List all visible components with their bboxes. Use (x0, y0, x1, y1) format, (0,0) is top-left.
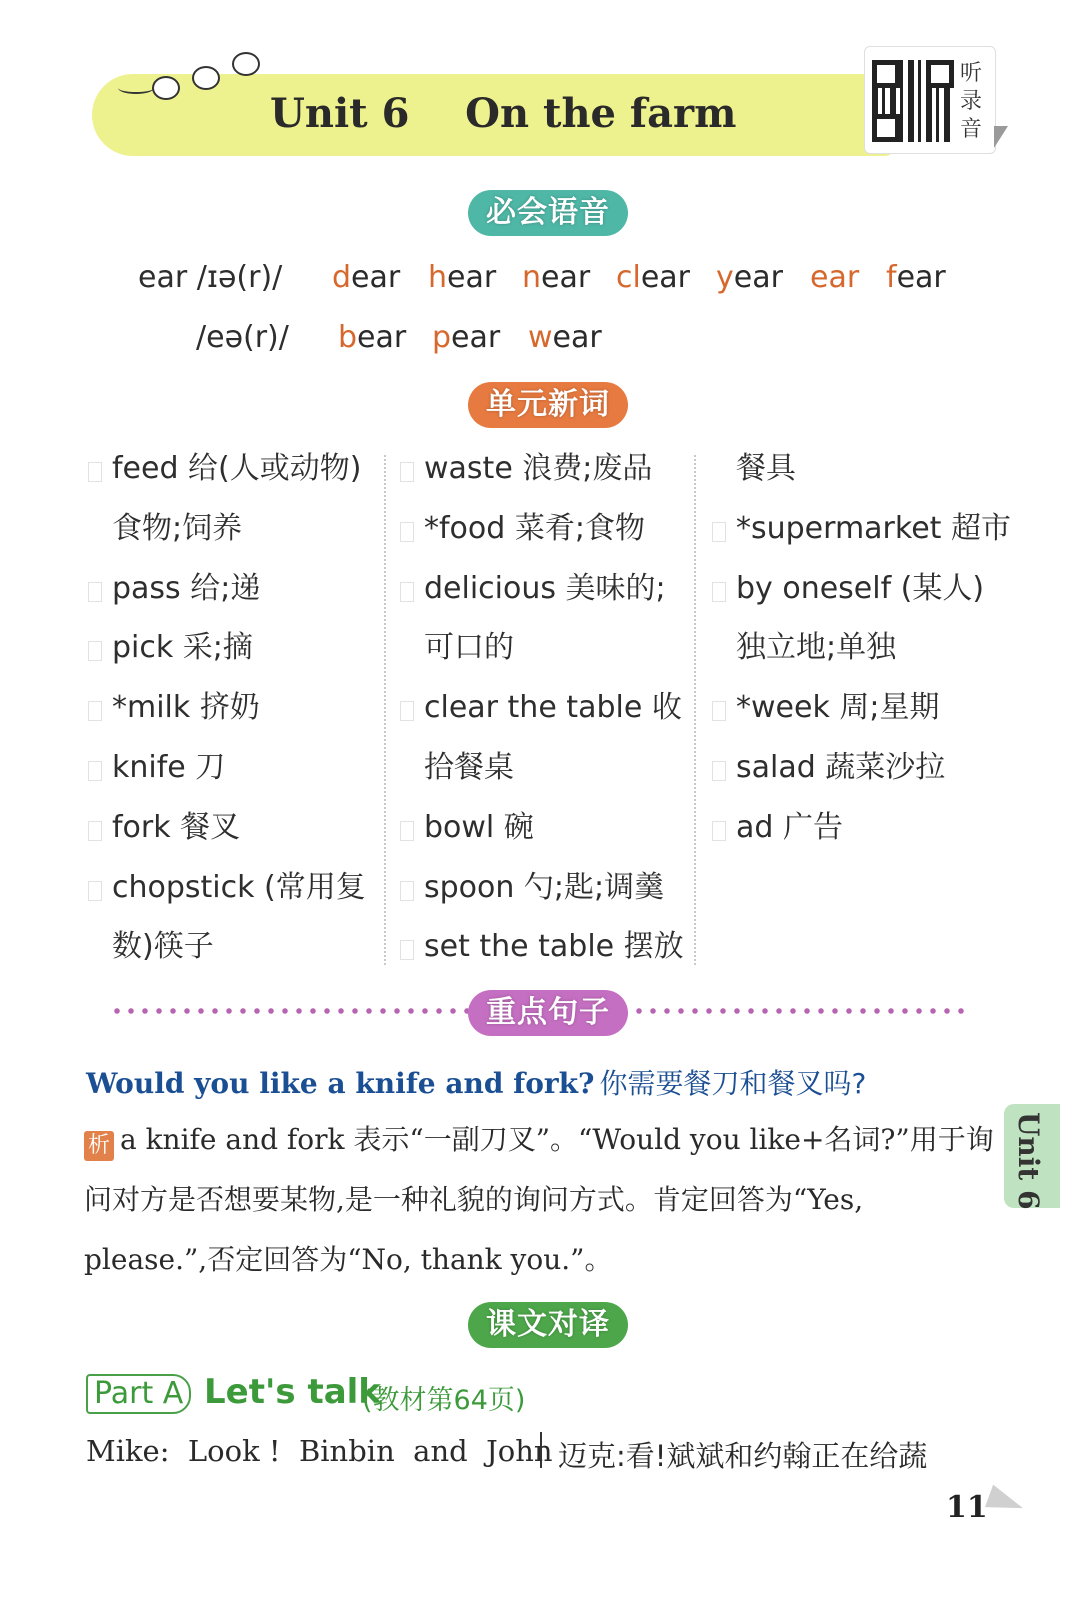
vocab-line: set the table 摆放 (424, 929, 684, 965)
vocab-line: spoon 勺;匙;调羹 (424, 869, 665, 905)
vocab-line: delicious 美味的; (424, 570, 666, 606)
vocab-checkbox[interactable] (88, 582, 102, 602)
vocab-line: 可口的 (424, 630, 514, 666)
chick-icon (152, 76, 180, 100)
unit-side-tab-label: Unit 6 (1012, 1112, 1045, 1210)
vocab-checkbox[interactable] (400, 881, 414, 901)
analysis-line: 问对方是否想要某物,是一种礼貌的询问方式。肯定回答为“Yes, (84, 1183, 864, 1216)
vocab-line: waste 浪费;废品 (424, 451, 653, 486)
translation-heading: 课文对译 (468, 1302, 628, 1348)
vocab-checkbox[interactable] (712, 582, 726, 602)
vocab-checkbox[interactable] (712, 522, 726, 542)
dotted-rule (632, 1008, 972, 1014)
vocab-checkbox[interactable] (400, 701, 414, 721)
key-sentence (86, 1062, 866, 1102)
vocab-checkbox[interactable] (88, 641, 102, 661)
phonics-word: fear (886, 260, 946, 295)
phonics-heading: 必会语音 (468, 190, 628, 236)
vocab-checkbox[interactable] (712, 821, 726, 841)
analysis-paragraph (84, 1110, 994, 1290)
vocab-line: 餐具 (736, 451, 796, 486)
key-sentence-en: Would you like a knife and fork? (86, 1067, 595, 1100)
qr-finder (872, 114, 900, 142)
vocab-line: chopstick (常用复 (112, 869, 366, 905)
chick-icon (232, 52, 260, 76)
vocab-heading: 单元新词 (468, 382, 628, 428)
phonics-symbol: ear /ɪə(r)/ (138, 260, 283, 295)
vocab-line: 独立地;单独 (736, 630, 897, 666)
phonics-word: ear (810, 260, 860, 295)
analysis-line: please.”,否定回答为“No, thank you.”。 (84, 1243, 613, 1276)
section-ref: (教材第64页) (362, 1385, 526, 1416)
vocab-checkbox[interactable] (88, 881, 102, 901)
vocab-checkbox[interactable] (400, 582, 414, 602)
vocab-line: by oneself (某人) (736, 570, 985, 606)
vocab-line: *food 菜肴;食物 (424, 510, 645, 546)
dialog-english: Mike: Look ! Binbin and John (86, 1434, 553, 1468)
key-sentence-zh: 你需要餐刀和餐叉吗? (599, 1067, 867, 1100)
vocab-checkbox[interactable] (712, 701, 726, 721)
phonics-word: dear (332, 260, 401, 295)
vocab-line: pick 采;摘 (112, 630, 253, 666)
dotted-rule (110, 1008, 470, 1014)
phonics-symbol: /eə(r)/ (196, 320, 289, 355)
vocab-line: ad 广告 (736, 809, 843, 845)
vocab-line: *milk 挤奶 (112, 690, 260, 726)
listen-label: 听录音 (960, 61, 983, 142)
vocab-checkbox[interactable] (88, 701, 102, 721)
vocab-line: *supermarket 超市 (736, 510, 1011, 546)
part-label: Part A (86, 1374, 191, 1414)
vocab-line: clear the table 收 (424, 690, 682, 726)
phonics-word: near (522, 260, 591, 295)
vocab-checkbox[interactable] (400, 462, 414, 482)
phonics-word: hear (428, 260, 497, 295)
vocab-line: pass 给;递 (112, 570, 261, 606)
vocab-checkbox[interactable] (400, 940, 414, 960)
vocab-checkbox[interactable] (88, 821, 102, 841)
column-divider (694, 455, 696, 965)
paper-plane-icon (985, 1485, 1027, 1520)
phonics-word: wear (528, 320, 602, 355)
vocab-checkbox[interactable] (712, 761, 726, 781)
phonics-word: pear (432, 320, 501, 355)
analysis-tag: 析 (84, 1131, 114, 1161)
vocab-line: salad 蔬菜沙拉 (736, 750, 946, 785)
chick-icon (192, 66, 220, 90)
vocab-checkbox[interactable] (88, 761, 102, 781)
vocab-line: *week 周;星期 (736, 690, 940, 726)
phonics-word: clear (616, 260, 691, 295)
vocab-line: knife 刀 (112, 750, 226, 785)
section-title: Let's talk (204, 1372, 381, 1412)
dialog-chinese: 迈克:看!斌斌和约翰正在给蔬 (558, 1439, 928, 1473)
decoration-squiggle (118, 82, 154, 94)
vocab-line: 食物;饲养 (112, 510, 243, 546)
vocab-line: 拾餐桌 (424, 750, 514, 785)
vocab-checkbox[interactable] (400, 821, 414, 841)
dialog-divider (540, 1432, 542, 1468)
page-corner-icon (994, 126, 1008, 148)
vocab-checkbox[interactable] (88, 462, 102, 482)
vocab-line: feed 给(人或动物) (112, 451, 362, 486)
unit-title: Unit 6 On the farm (270, 90, 737, 137)
page-number: 11 (946, 1490, 988, 1525)
phonics-word: bear (338, 320, 407, 355)
vocab-line: 数)筷子 (112, 929, 214, 965)
column-divider (384, 455, 386, 965)
vocab-checkbox[interactable] (400, 522, 414, 542)
vocab-line: fork 餐叉 (112, 809, 241, 845)
phonics-word: year (716, 260, 783, 295)
vocab-line: bowl 碗 (424, 809, 534, 845)
key-sentence-heading: 重点句子 (468, 990, 628, 1036)
analysis-line: 析 a knife and fork 表示“一副刀叉”。“Would you like+名词?”用于询 (84, 1110, 994, 1170)
